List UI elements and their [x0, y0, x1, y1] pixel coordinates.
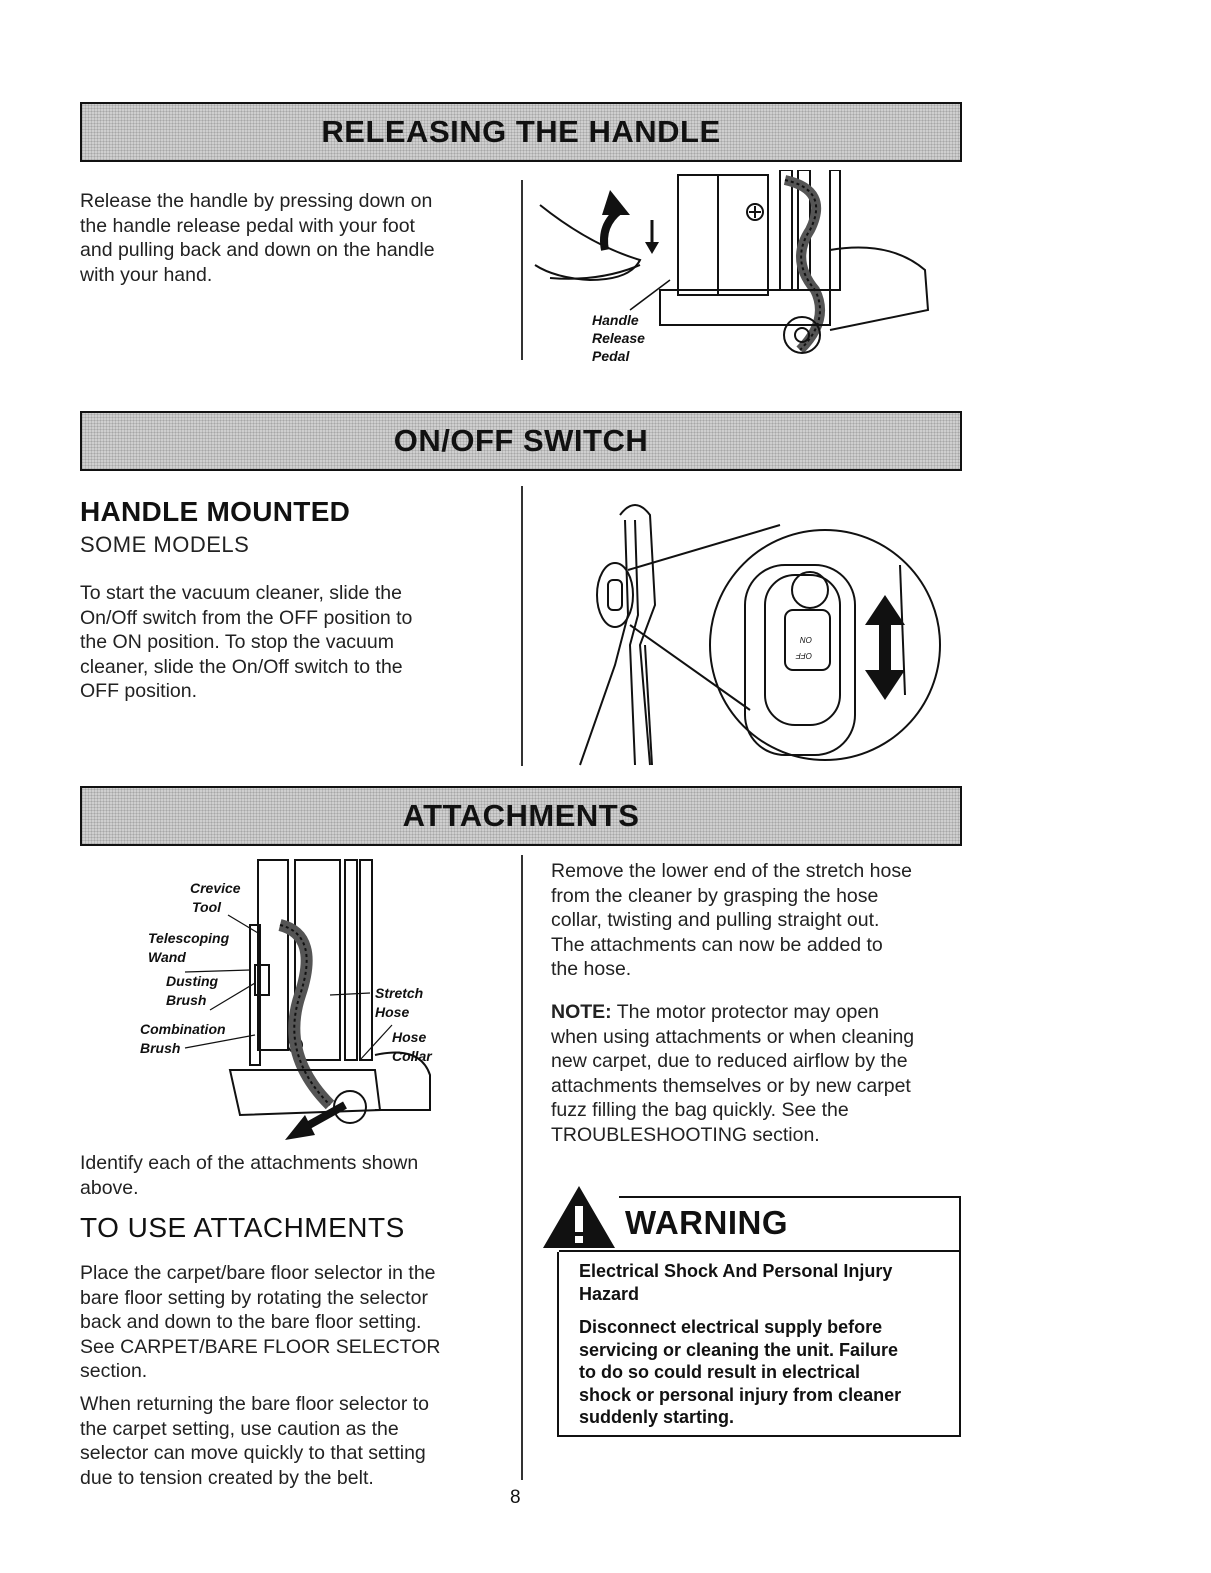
combination-brush-label: Brush [140, 1040, 181, 1056]
page-number: 8 [510, 1487, 521, 1508]
text-line: the ON position. To stop the vacuum [80, 631, 394, 653]
text-line: attachments themselves or by new carpet [551, 1074, 911, 1097]
wand-label: Wand [148, 949, 186, 965]
text-line: above. [80, 1176, 139, 1199]
to-use-paragraph-1 [80, 1261, 441, 1384]
handle-mounted-heading: HANDLE MOUNTED [80, 496, 351, 527]
text-line: When returning the bare floor selector to [80, 1393, 430, 1415]
text-line: the hose. [551, 958, 632, 980]
dusting-label: Dusting [166, 973, 219, 989]
crevice-label: Crevice [190, 880, 241, 896]
text-line: when using attachments or when cleaning [551, 1025, 915, 1048]
warning-hazard-text [579, 1260, 947, 1305]
text-line: Release the handle by pressing down on [80, 190, 433, 212]
text-line: collar, twisting and pulling straight out. [551, 909, 880, 931]
handle-release-illustration [530, 170, 950, 370]
text-line: Place the carpet/bare floor selector in the [80, 1262, 436, 1284]
text-line: to do so could result in electrical [579, 1362, 861, 1382]
tool-label: Tool [192, 899, 222, 915]
onoff-switch-illustration [560, 495, 960, 770]
stretch-hose-label: Hose [375, 1004, 410, 1020]
column-divider [521, 180, 523, 360]
section-banner-attachments [80, 786, 962, 846]
text-line: Remove the lower end of the stretch hose [551, 860, 912, 882]
text-line: due to tension created by the belt. [80, 1466, 374, 1489]
text-line: cleaner, slide the On/Off switch to the [80, 655, 403, 678]
text-line: with your hand. [80, 263, 213, 286]
text-line: new carpet, due to reduced airflow by the [551, 1050, 908, 1072]
note-label: NOTE: [551, 1001, 612, 1023]
warning-divider [559, 1250, 959, 1252]
warning-triangle-icon [539, 1182, 619, 1252]
warning-title: WARNING [625, 1204, 788, 1241]
text-line: OFF position. [80, 680, 198, 702]
text-line: Hazard [579, 1283, 640, 1304]
text-line: Electrical Shock And Personal Injury [579, 1261, 893, 1281]
text-line: shock or personal injury from cleaner [579, 1384, 902, 1405]
section-banner-onoff [80, 411, 962, 471]
column-divider [521, 486, 523, 766]
text-line: The attachments can now be added to [551, 933, 883, 956]
warning-box [557, 1196, 961, 1437]
text-line: from the cleaner by grasping the hose [551, 884, 879, 907]
text-line: To start the vacuum cleaner, slide the [80, 582, 402, 604]
banner-title: ATTACHMENTS [402, 798, 640, 833]
switch-off-label: OFF [796, 651, 812, 660]
text-line: selector can move quickly to that setting [80, 1442, 426, 1464]
banner-title: ON/OFF SWITCH [393, 423, 649, 458]
text-line: the handle release pedal with your foot [80, 214, 415, 237]
some-models-subheading: SOME MODELS [80, 532, 250, 557]
identify-text [80, 1151, 418, 1200]
release-label: Release [592, 330, 645, 346]
text-line: TROUBLESHOOTING section. [551, 1123, 820, 1146]
warning-instruction-text [579, 1316, 947, 1429]
text-line: fuzz filling the bag quickly. See the [551, 1099, 849, 1121]
text-line: Disconnect electrical supply before [579, 1317, 883, 1337]
remove-hose-text [551, 859, 912, 982]
note-line: The motor protector may open [611, 1001, 880, 1023]
text-line: suddenly starting. [579, 1407, 735, 1427]
text-line: servicing or cleaning the unit. Failure [579, 1339, 899, 1360]
handle-label: Handle [592, 312, 639, 328]
text-line: and pulling back and down on the handle [80, 239, 435, 261]
text-line: back and down to the bare floor setting. [80, 1311, 422, 1333]
attachments-illustration [130, 855, 470, 1145]
pedal-label: Pedal [592, 348, 630, 364]
hose-label: Hose [392, 1029, 427, 1045]
text-line: section. [80, 1360, 148, 1382]
text-line: On/Off switch from the OFF position to [80, 606, 413, 629]
text-line [551, 1000, 914, 1025]
combination-label: Combination [140, 1021, 226, 1037]
to-use-paragraph-2 [80, 1392, 429, 1490]
note-text [551, 1000, 914, 1147]
to-use-attachments-heading: TO USE ATTACHMENTS [80, 1212, 405, 1243]
telescoping-label: Telescoping [148, 930, 230, 946]
switch-on-label: ON [800, 635, 812, 644]
collar-label: Collar [392, 1048, 432, 1064]
column-divider [521, 855, 523, 1480]
section-banner-releasing [80, 102, 962, 162]
text-line: bare floor setting by rotating the selector [80, 1286, 428, 1309]
text-line: Identify each of the attachments shown [80, 1152, 419, 1174]
onoff-text [80, 581, 412, 704]
stretch-label: Stretch [375, 985, 424, 1001]
dusting-brush-label: Brush [166, 992, 207, 1008]
banner-title: RELEASING THE HANDLE [321, 114, 721, 149]
releasing-text [80, 189, 435, 287]
text-line: the carpet setting, use caution as the [80, 1417, 399, 1440]
text-line: See CARPET/BARE FLOOR SELECTOR [80, 1335, 441, 1358]
